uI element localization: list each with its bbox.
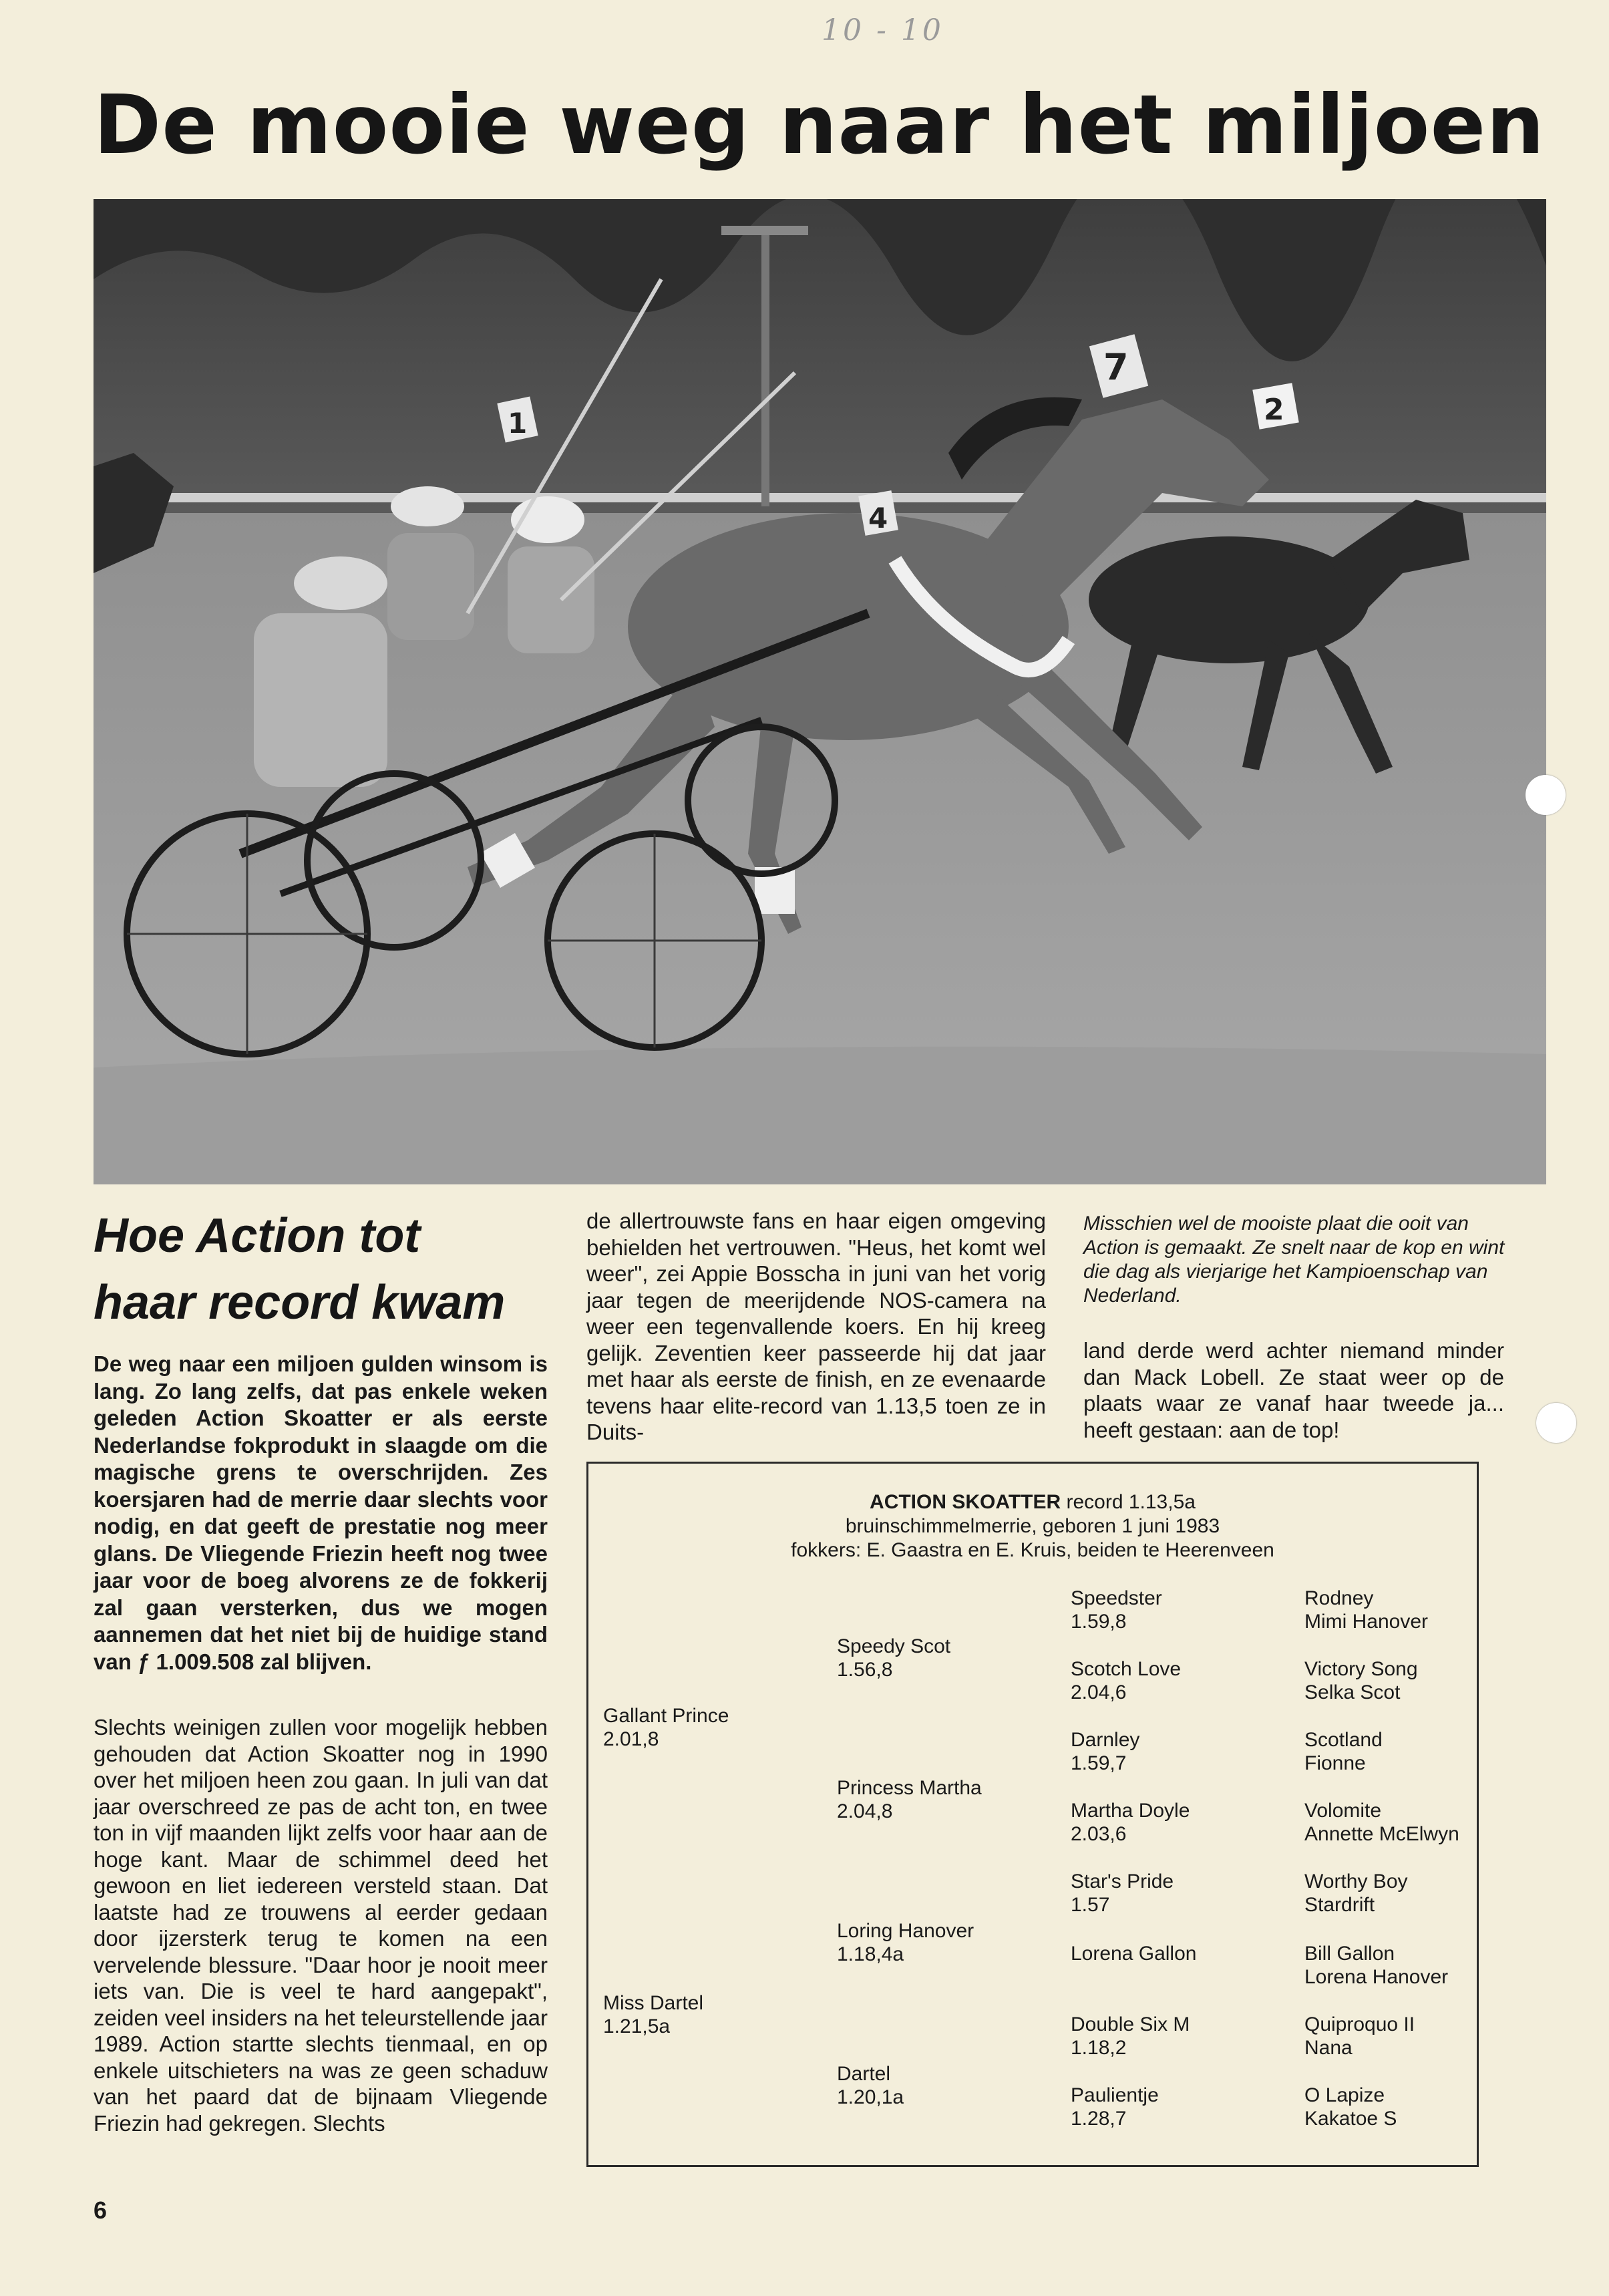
pedigree-great-grandparent <box>1071 1728 1139 1775</box>
pedigree-great-great-grandparents <box>1304 1870 1408 1917</box>
pedigree-great-great-grandparents <box>1304 1587 1428 1633</box>
pedigree-name: Volomite <box>1304 1800 1382 1822</box>
pedigree-record: 1.18,4a <box>837 1943 904 1965</box>
pedigree-name: Nana <box>1304 2037 1353 2059</box>
article-body-right: land derde werd achter niemand minder dan Mack Lobell. Ze staat weer op de plaats waar ze vanaf haar tweede ja... heeft gestaan: aan de top! <box>1083 1338 1504 1442</box>
pedigree-great-great-grandparents <box>1304 2084 1397 2130</box>
pedigree-record: 1.57 <box>1071 1894 1110 1916</box>
pedigree-name: Princess Martha <box>837 1777 982 1799</box>
pedigree-great-grandparent <box>1071 2013 1190 2060</box>
pedigree-great-grandparent <box>1071 1942 1196 1965</box>
pedigree-record: 2.04,8 <box>837 1800 893 1822</box>
article-heading-line-1: Hoe Action tot <box>94 1209 421 1263</box>
handwritten-note: 10 - 10 <box>822 13 944 47</box>
pedigree-name: Fionne <box>1304 1752 1366 1774</box>
pedigree-header <box>588 1490 1477 1563</box>
page-title: De mooie weg naar het miljoen <box>94 77 1546 172</box>
pedigree-name: Martha Doyle <box>1071 1800 1190 1822</box>
pedigree-name: Lorena Gallon <box>1071 1943 1197 1965</box>
pedigree-name: Paulientje <box>1071 2084 1159 2106</box>
article-lead: De weg naar een miljoen gulden winsom is lang. Zo lang zelfs, dat pas enkele weken geleden Action Skoatter er als eerste Nederlandse fokprodukt in slaagde om die magische grens te overschrijden. Zes koersjaren had de merrie daar slechts voor nodig, en dat geeft de prestatie nog meer glans. De Vliegende Friezin heeft nog twee jaar voor de boeg alvorens ze de fokkerij zal gaan versterken, dus we mogen aannemen dat het niet bij de huidige stand van ƒ 1.009.508 zal blijven. <box>94 1351 548 1674</box>
photo-caption: Misschien wel de mooiste plaat die ooit van Action is gemaakt. Ze snelt naar de kop en wint die dag als vierjarige het Kampioenschap van Nederland. <box>1083 1212 1505 1307</box>
pedigree-grandparent <box>837 1635 950 1681</box>
pedigree-great-grandparent <box>1071 1657 1181 1704</box>
pedigree-great-grandparent <box>1071 1870 1174 1917</box>
pedigree-great-great-grandparents <box>1304 1799 1459 1846</box>
punch-hole <box>1536 1403 1576 1443</box>
pedigree-great-great-grandparents <box>1304 2013 1415 2060</box>
pedigree-name: Scotch Love <box>1071 1658 1182 1680</box>
article-heading <box>94 1202 561 1336</box>
pedigree-record: 1.59,7 <box>1071 1752 1127 1774</box>
pedigree-name: Scotland <box>1304 1729 1383 1751</box>
pedigree-name: Annette McElwyn <box>1304 1823 1459 1845</box>
pedigree-grandparent <box>837 1919 974 1966</box>
pedigree-record: 1.28,7 <box>1071 2108 1127 2130</box>
race-photo <box>94 199 1546 1184</box>
pedigree-sire-record: 2.01,8 <box>603 1728 659 1750</box>
pedigree-grandparent <box>837 2062 904 2109</box>
pedigree-name: Worthy Boy <box>1304 1870 1408 1893</box>
pedigree-name: Rodney <box>1304 1587 1374 1609</box>
pedigree-great-grandparent <box>1071 2084 1159 2130</box>
pedigree-name: Star's Pride <box>1071 1870 1174 1893</box>
pedigree-great-great-grandparents <box>1304 1728 1383 1775</box>
pedigree-great-grandparent <box>1071 1587 1162 1633</box>
pedigree-horse-record: record 1.13,5a <box>1066 1491 1196 1513</box>
pedigree-dam-record: 1.21,5a <box>603 2015 671 2037</box>
pedigree-record: 2.03,6 <box>1071 1823 1127 1845</box>
pedigree-description: bruinschimmelmerrie, geboren 1 juni 1983 <box>845 1515 1220 1537</box>
pedigree-name: Speedy Scot <box>837 1635 951 1657</box>
pedigree-name: Kakatoe S <box>1304 2108 1397 2130</box>
pedigree-great-great-grandparents <box>1304 1657 1418 1704</box>
pedigree-name: Selka Scot <box>1304 1681 1401 1703</box>
plate-number-7: 7 <box>1103 346 1129 388</box>
article-body-left: Slechts weinigen zullen voor mogelijk hebben gehouden dat Action Skoatter nog in 1990 over het miljoen heen zou gaan. In juli van dat jaar overschreed ze pas de acht ton, en twee ton in vijf maanden lijkt zelfs voor haar aan de hoge kant. Maar de schimmel deed het gewoon en liet iedereen versteld staan. Dat laatste had ze trouwens al eerder gedaan door ijzersterk terug te komen na een vervelende blessure. "Daar hoor je nooit meer iets van. Die is veel te hard aangepakt", zeiden veel insiders na het teleurstellende jaar 1989. Action startte slechts tienmaal, en op enkele uitschieters na was ze geen schaduw van het paard dat de bijnaam Vliegende Friezin had gekregen. Slechts <box>94 1715 548 2136</box>
pedigree-sire <box>603 1704 729 1751</box>
pedigree-box <box>586 1462 1479 2167</box>
plate-number-2: 2 <box>1264 393 1284 427</box>
pedigree-great-great-grandparents <box>1304 1942 1448 1989</box>
plate-number-1: 1 <box>508 407 528 440</box>
pedigree-name: Quiproquo II <box>1304 2013 1415 2035</box>
pedigree-grandparent <box>837 1776 982 1823</box>
pedigree-name: O Lapize <box>1304 2084 1385 2106</box>
page-number: 6 <box>94 2196 108 2224</box>
pedigree-dam-name: Miss Dartel <box>603 1992 704 2014</box>
pedigree-name: Speedster <box>1071 1587 1162 1609</box>
article-heading-line-2: haar record kwam <box>94 1276 506 1329</box>
pedigree-sire-name: Gallant Prince <box>603 1705 729 1727</box>
pedigree-dam <box>603 1991 703 2038</box>
pedigree-name: Victory Song <box>1304 1658 1418 1680</box>
race-photo-illustration <box>94 199 1546 1184</box>
pedigree-name: Mimi Hanover <box>1304 1611 1429 1633</box>
pedigree-breeders: fokkers: E. Gaastra en E. Kruis, beiden te Heerenveen <box>791 1539 1274 1561</box>
pedigree-record: 1.59,8 <box>1071 1611 1127 1633</box>
pedigree-record: 1.18,2 <box>1071 2037 1127 2059</box>
article-body-middle: de allertrouwste fans en haar eigen omgeving behielden het vertrouwen. "Heus, het komt wel weer", zei Appie Bosscha in juni van het vorig jaar tegen de meerijdende NOS-camera na weer een tegenvallende koers. En hij kreeg gelijk. Zeventien keer passeerde hij dat jaar met haar als eerste de finish, en ze evenaarde tevens haar elite-record van 1.13,5 toen ze in Duits- <box>586 1208 1046 1444</box>
pedigree-name: Loring Hanover <box>837 1920 974 1942</box>
pedigree-record: 2.04,6 <box>1071 1681 1127 1703</box>
pedigree-record: 1.56,8 <box>837 1659 893 1681</box>
pedigree-name: Bill Gallon <box>1304 1943 1395 1965</box>
punch-hole <box>1526 775 1566 815</box>
pedigree-name: Lorena Hanover <box>1304 1966 1449 1988</box>
pedigree-horse-name: ACTION SKOATTER <box>870 1491 1061 1513</box>
pedigree-name: Darnley <box>1071 1729 1140 1751</box>
plate-number-4: 4 <box>868 502 888 534</box>
pedigree-name: Stardrift <box>1304 1894 1375 1916</box>
pedigree-great-grandparent <box>1071 1799 1190 1846</box>
pedigree-record: 1.20,1a <box>837 2086 904 2108</box>
pedigree-name: Dartel <box>837 2063 891 2085</box>
pedigree-name: Double Six M <box>1071 2013 1190 2035</box>
